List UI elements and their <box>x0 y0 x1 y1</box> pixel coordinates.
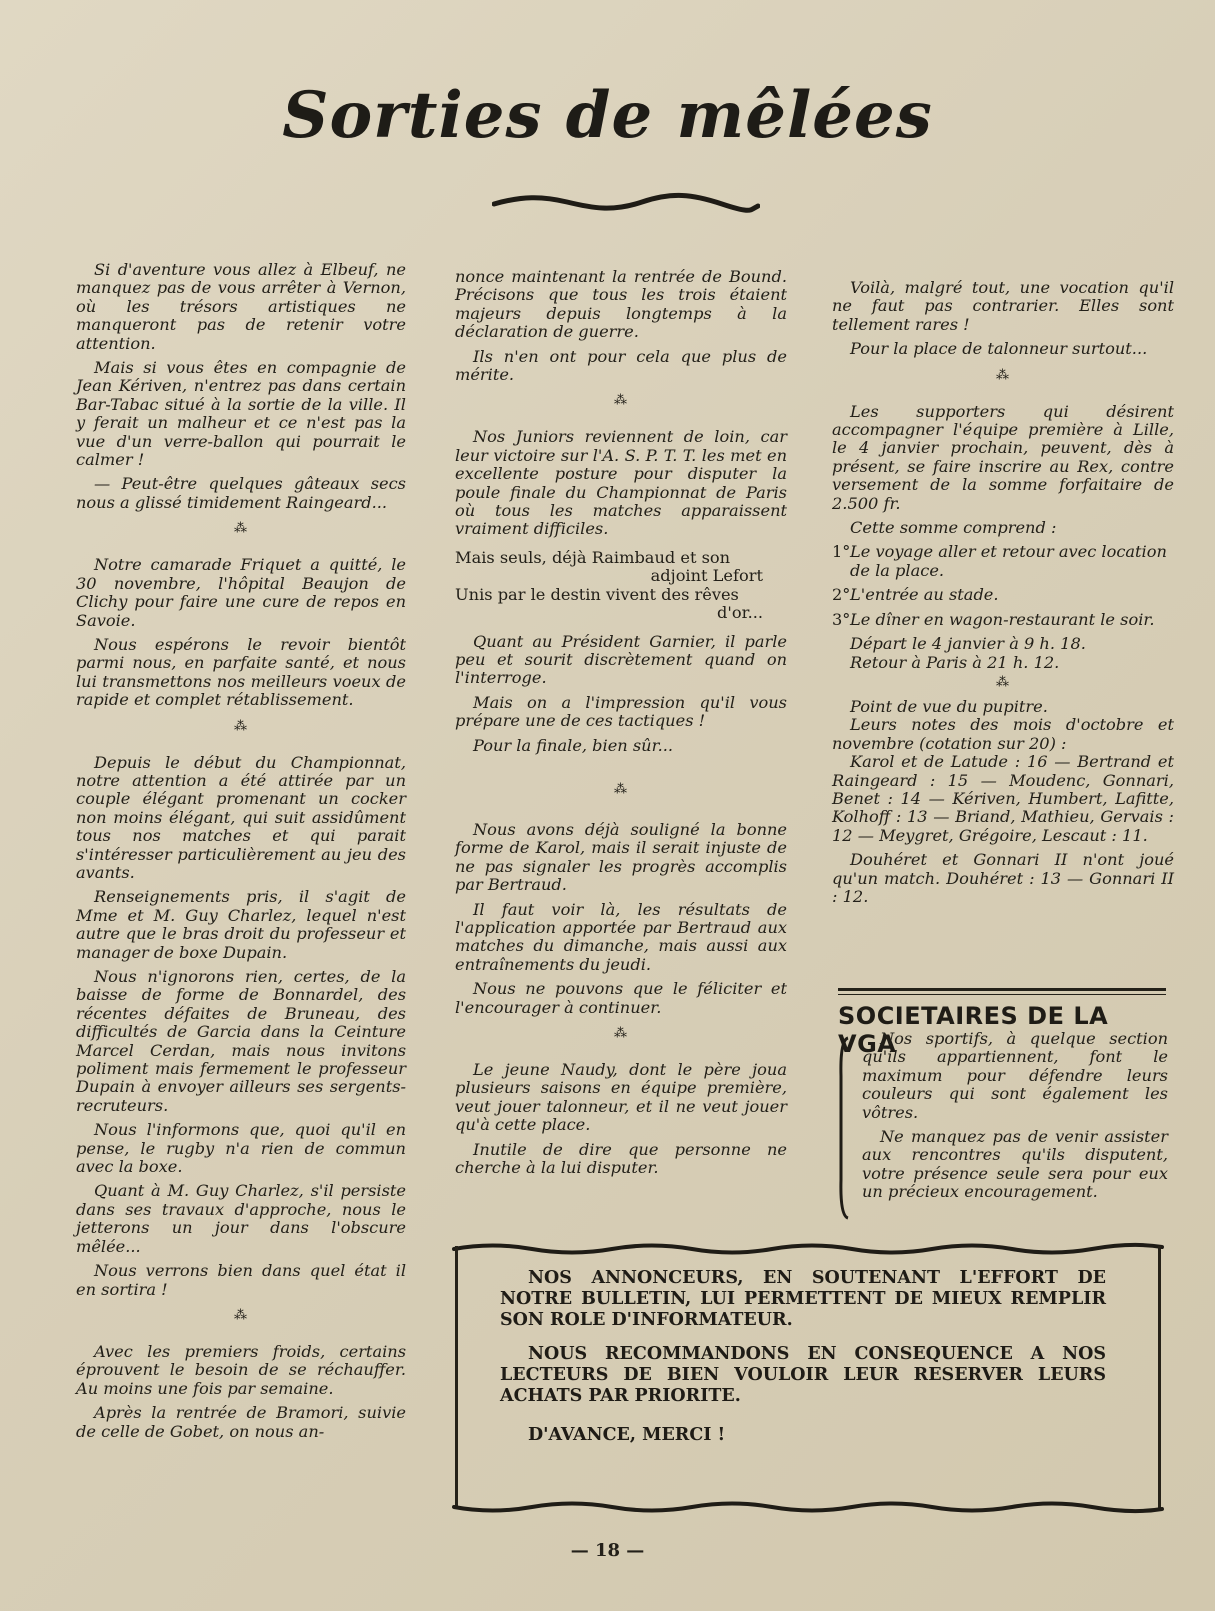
asterism-separator: ⁂ <box>614 1026 628 1041</box>
paragraph: Mais on a l'impression qu'il vous prépare une de ces tactiques ! <box>455 692 787 731</box>
paragraph: Cette somme comprend : <box>850 518 1057 538</box>
list-text: Le dîner en wagon-restaurant le soir. <box>850 609 1155 629</box>
paragraph: Douhéret et Gonnari II n'ont joué qu'un match. Douhéret : 13 — Gonnari II : 12. <box>832 850 1174 906</box>
paragraph: Nos sportifs, à quelque section qu'ils appartiennent, font le maximum pour défendre leurs couleurs qui sont également les vôtres. <box>862 1029 1168 1122</box>
paragraph: Il faut voir là, les résultats de l'application apportée par Bertraud aux matches du dimanche, mais aussi aux entraînements du jeudi. <box>455 899 787 974</box>
paragraph: Quant au Président Garnier, il parle peu et sourit discrètement quand on l'interroge. <box>455 631 787 688</box>
list-number: 3° <box>832 609 851 629</box>
notice-right-border <box>1158 1246 1161 1508</box>
paragraph: Voilà, malgré tout, une vocation qu'il ne faut pas contrarier. Elles sont tellement rares ! <box>832 278 1174 334</box>
asterism-separator: ⁂ <box>996 674 1010 690</box>
paragraph: Point de vue du pupitre. <box>850 696 1048 716</box>
return-time: Retour à Paris à 21 h. 12. <box>850 652 1060 672</box>
paragraph: Les supporters qui désirent accompagner l'équipe première à Lille, le 4 janvier prochain, peuvent, dès à présent, se faire inscrire au Rex, contre versement de la somme forfaitaire de 2.500 fr. <box>832 401 1174 513</box>
notice-paragraph: NOS ANNONCEURS, EN SOUTENANT L'EFFORT DE NOTRE BULLETIN, LUI PERMETTENT DE MIEUX REMPLIR SON ROLE D'INFORMATEUR. <box>500 1268 1106 1330</box>
poem-block <box>455 549 787 623</box>
societaires-top-rule <box>838 988 1166 991</box>
asterism-separator: ⁂ <box>996 367 1010 383</box>
paragraph: Après la rentrée de Bramori, suivie de celle de Gobet, on nous an- <box>76 1403 406 1441</box>
paragraph: Nous avons déjà souligné la bonne forme de Karol, mais il serait injuste de ne pas signaler les progrès accomplis par Bertraud. <box>455 819 787 895</box>
paragraph: Avec les premiers froids, certains éprouvent le besoin de se réchauffer. Au moins une fois par semaine. <box>76 1341 406 1398</box>
notice-left-border <box>455 1246 458 1508</box>
page-title: Sorties de mêlées <box>282 78 933 153</box>
paragraph: Nous l'informons que, quoi qu'il en pense, le rugby n'a rien de commun avec la boxe. <box>76 1120 406 1177</box>
page-number: — 18 — <box>570 1540 645 1561</box>
column-1 <box>76 261 406 1447</box>
paragraph: Renseignements pris, il s'agit de Mme et M. Guy Charlez, lequel n'est autre que le bras droit du professeur et manager de boxe Dupain. <box>76 887 406 962</box>
grades-list: Karol et de Latude : 16 — Bertrand et Raingeard : 15 — Moudenc, Gonnari, Benet : 14 — Kériven, Humbert, Lafitte, Kolhoff : 13 — Briand, Mathieu, Gervais : 12 — Meygret, Grégoire, Lescaut : 11. <box>832 752 1174 845</box>
asterism-separator: ⁂ <box>234 1307 248 1323</box>
poem-line: adjoint Lefort <box>650 566 763 586</box>
paragraph: Nous espérons le revoir bientôt parmi nous, en parfaite santé, et nous lui transmettons nos meilleurs voeux de rapide et complet rétablissement. <box>76 634 406 710</box>
societaires-body <box>862 1030 1168 1208</box>
list-text: Le voyage aller et retour avec location de la place. <box>850 542 1167 580</box>
departure-time: Départ le 4 janvier à 9 h. 18. <box>850 634 1086 654</box>
notice-paragraph: NOUS RECOMMANDONS EN CONSEQUENCE A NOS LECTEURS DE BIEN VOULOIR LEUR RESERVER LEURS ACHATS PAR PRIORITE. <box>500 1344 1106 1406</box>
societaires-top-rule-thin <box>838 994 1166 995</box>
paragraph: — Peut-être quelques gâteaux secs nous a glissé timidement Raingeard... <box>76 474 406 512</box>
column-2 <box>455 268 787 1183</box>
column-3 <box>832 279 1174 912</box>
asterism-separator: ⁂ <box>234 521 248 537</box>
notice-bottom-wavy-border <box>452 1496 1164 1518</box>
bracket-decoration <box>838 1036 850 1220</box>
poem-line: Mais seuls, déjà Raimbaud et son <box>455 547 731 567</box>
list-number: 1° <box>832 542 851 562</box>
paragraph: Leurs notes des mois d'octobre et novembre (cotation sur 20) : <box>832 715 1174 753</box>
paragraph: Le jeune Naudy, dont le père joua plusieurs saisons en équipe première, veut jouer talonneur, et il ne veut jouer qu'à cette place. <box>455 1060 787 1135</box>
advertisers-notice <box>500 1268 1106 1459</box>
paragraph: Quant à M. Guy Charlez, s'il persiste dans ses travaux d'approche, nous le jetterons un jour dans l'obscure mêlée... <box>76 1181 406 1256</box>
paragraph: Inutile de dire que personne ne cherche à la lui disputer. <box>455 1139 787 1178</box>
asterism-separator: ⁂ <box>614 781 628 797</box>
paragraph: Depuis le début du Championnat, notre attention a été attirée par un couple élégant promenant un cocker non moins élégant, qui suit assidûment tous nos matches et qui parait s'intéresser particulièrement au jeu des avants. <box>76 752 406 882</box>
notice-top-wavy-border <box>452 1238 1164 1260</box>
paragraph: Ne manquez pas de venir assister aux rencontres qu'ils disputent, votre présence seule sera pour eux un précieux encouragement. <box>862 1127 1168 1202</box>
societaires-heading: SOCIETAIRES DE LA VGA <box>838 1002 1109 1058</box>
paragraph: Nos Juniors reviennent de loin, car leur victoire sur l'A. S. P. T. T. les met en excellente posture pour disputer la poule finale du Championnat de Paris où tous les matches apparaissent vraiment difficiles. <box>455 427 787 539</box>
asterism-separator: ⁂ <box>614 393 628 409</box>
list-number: 2° <box>832 585 851 605</box>
list-item <box>832 543 1174 580</box>
paragraph: Ils n'en ont pour cela que plus de mérite. <box>455 346 787 385</box>
list-text: L'entrée au stade. <box>850 585 999 605</box>
poem-line: d'or... <box>717 603 763 623</box>
title-wavy-rule <box>492 190 760 216</box>
paragraph: Mais si vous êtes en compagnie de Jean Kériven, n'entrez pas dans certain Bar-Tabac situé à la sortie de la ville. Il y ferait un malheur et ce n'est pas la vue d'un verre-ballon qui pourrait le calmer ! <box>76 358 406 470</box>
list-item <box>832 611 1174 629</box>
paragraph: Pour la finale, bien sûr... <box>473 735 674 755</box>
paragraph: Nous verrons bien dans quel état il en sortira ! <box>76 1261 406 1299</box>
paragraph: Si d'aventure vous allez à Elbeuf, ne manquez pas de vous arrêter à Vernon, où les trésors artistiques ne manqueront pas de retenir votre attention. <box>76 260 406 353</box>
paragraph: Pour la place de talonneur surtout... <box>850 339 1148 359</box>
poem-line: Unis par le destin vivent des rêves <box>455 584 739 604</box>
paragraph: Notre camarade Friquet a quitté, le 30 novembre, l'hôpital Beaujon de Clichy pour faire une cure de repos en Savoie. <box>76 555 406 630</box>
paragraph: nonce maintenant la rentrée de Bound. Précisons que tous les trois étaient majeurs depuis longtemps à la déclaration de guerre. <box>455 267 787 342</box>
notice-thanks: D'AVANCE, MERCI ! <box>528 1425 726 1445</box>
asterism-separator: ⁂ <box>234 718 248 734</box>
list-item <box>832 586 1174 604</box>
paragraph: Nous ne pouvons que le féliciter et l'encourager à continuer. <box>455 979 787 1017</box>
paragraph: Nous n'ignorons rien, certes, de la baisse de forme de Bonnardel, des récentes défaites de Bruneau, des difficultés de Garcia dans la Ceinture Marcel Cerdan, mais nous invitons poliment mais fermement le professeur Dupain à envoyer ailleurs ses sergents-recruteurs. <box>76 967 406 1115</box>
